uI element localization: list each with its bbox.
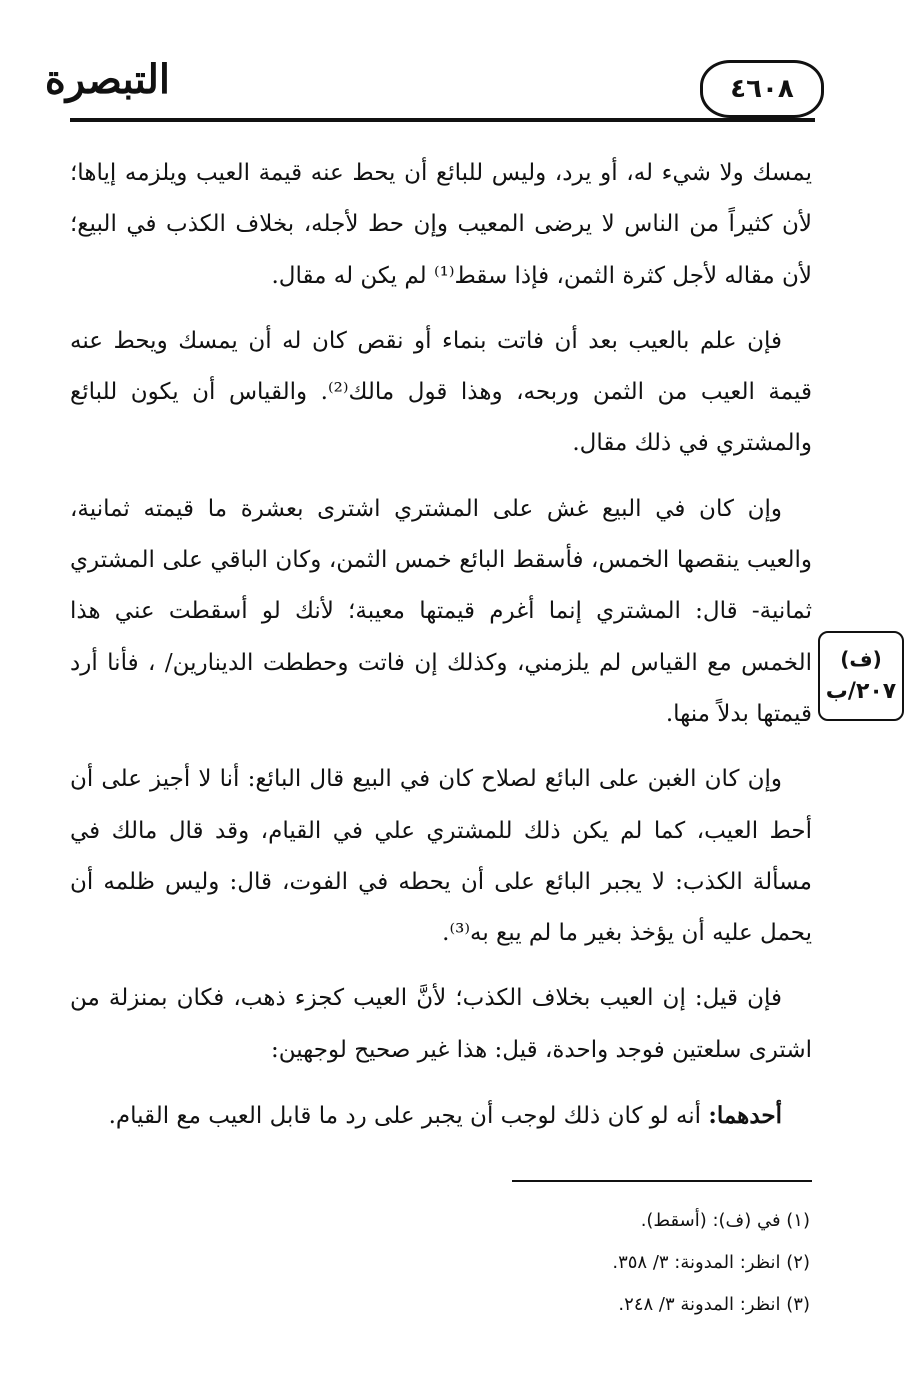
paragraph-text: يمسك ولا شيء له، أو يرد، وليس للبائع أن يحط عنه قيمة العيب ويلزمه إياها؛ لأن كثيراً من الناس لا يرضى المعيب وإن حط لأجله، بخلاف الكذب في البيع؛ لأن مقاله لأجل كثرة الثمن، فإذا سقط⁽¹⁾ لم يكن له مقال. [70, 160, 812, 289]
header-rule [70, 118, 815, 122]
paragraph [70, 1090, 812, 1142]
paragraph-lead: أحدهما: [708, 1102, 782, 1130]
footnote: (٣) انظر: المدونة ٣/ ٢٤٨. [618, 1294, 810, 1315]
main-text [70, 148, 812, 1142]
footnote-separator [512, 1180, 812, 1182]
paragraph [70, 754, 812, 959]
page-number: ٤٦٠٨ [700, 60, 824, 118]
paragraph [70, 973, 812, 1076]
footnote: (٢) انظر: المدونة: ٣/ ٣٥٨. [612, 1252, 810, 1273]
paragraph [70, 148, 812, 302]
margin-manuscript-note [818, 631, 904, 721]
paragraph-text: فإن علم بالعيب بعد أن فاتت بنماء أو نقص كان له أن يمسك ويحط عنه قيمة العيب من الثمن وربحه، وهذا قول مالك⁽²⁾. والقياس أن يكون للبائع والمشتري في ذلك مقال. [70, 327, 812, 457]
footnotes [470, 1200, 810, 1326]
book-title: التبصرة [44, 56, 170, 103]
paragraph [70, 316, 812, 470]
paragraph-text: أنه لو كان ذلك لوجب أن يجبر على رد ما قابل العيب مع القيام. [108, 1103, 709, 1130]
paragraph-text: فإن قيل: إن العيب بخلاف الكذب؛ لأنَّ العيب كجزء ذهب، فكان بمنزلة من اشترى سلعتين فوجد واحدة، قيل: هذا غير صحيح لوجهين: [70, 985, 812, 1063]
paragraph-text: وإن كان في البيع غش على المشتري اشترى بعشرة ما قيمته ثمانية، والعيب ينقصها الخمس، فأسقط البائع خمس الثمن، وكان الباقي على المشتري ثمانية- قال: المشتري إنما أغرم قيمتها معيبة؛ لأنك لو أسقطت عني هذا الخمس مع القياس لم يلزمني، وكذلك إن فاتت وحططت الدينارين/ ، فأنا أرد قيمتها بدلاً منها. [70, 495, 812, 727]
footnote: (١) في (ف): (أسقط). [640, 1210, 810, 1231]
paragraph [70, 484, 812, 740]
margin-note-line: (ف) [840, 647, 882, 671]
margin-note-line: ٢٠٧/ب [825, 679, 897, 704]
paragraph-text: وإن كان الغبن على البائع لصلاح كان في البيع قال البائع: أنا لا أجيز على أن أحط العيب، كما لم يكن ذلك للمشتري علي في القيام، وقد قال مالك في مسألة الكذب: لا يجبر البائع على أن يحطه في الفوت، قال: وليس ظلمه أن يحمل عليه أن يؤخذ بغير ما لم يبع به⁽³⁾. [70, 766, 812, 947]
